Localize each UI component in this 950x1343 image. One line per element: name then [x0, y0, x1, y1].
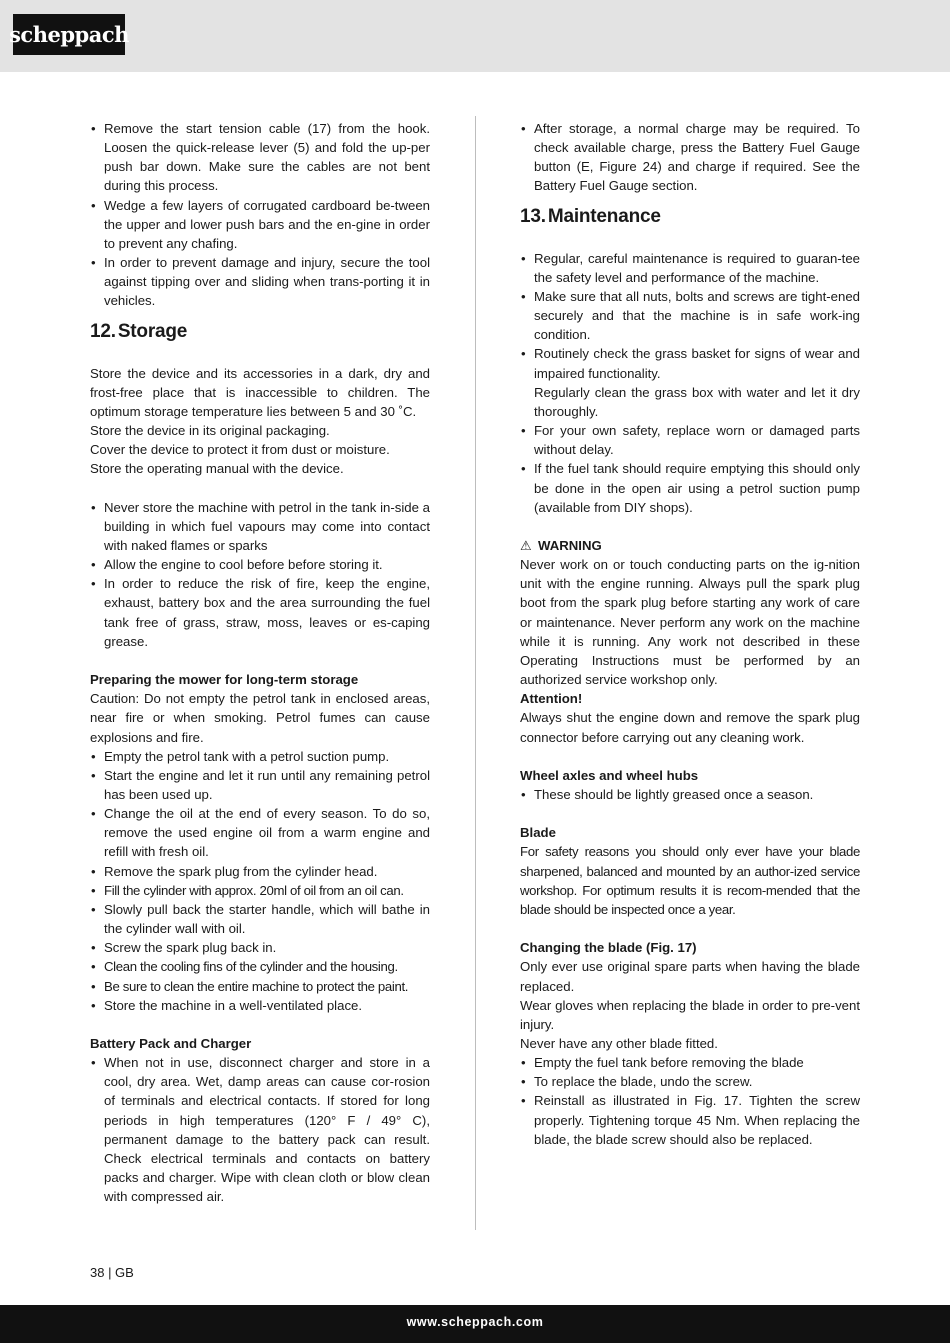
list-item: • Start the engine and let it run until any remaining petrol has been used up. — [90, 766, 430, 804]
list-item: • Allow the engine to cool before before storing it. — [90, 555, 430, 574]
list-item: • Screw the spark plug back in. — [90, 938, 430, 957]
warning-heading — [520, 536, 860, 555]
list-item: • Fill the cylinder with approx. 20ml of oil from an oil can. — [90, 881, 430, 900]
list-item: • Empty the fuel tank before removing the blade — [520, 1053, 860, 1072]
warning-triangle-icon: ⚠ — [520, 537, 532, 553]
list-item: • Make sure that all nuts, bolts and screws are tight-ened securely and that the machine is in safe work-ing condition. — [520, 287, 860, 344]
warning-text: Never work on or touch conducting parts on the ig-nition unit with the engine running. Always pull the spark plug boot from the spark plug before starting any work of care or maintenance. Never perform any work on the machine while it is running. Any work not described in these Operating Instructions must be performed by an authorized service workshop only. — [520, 557, 860, 688]
list-item: • Never store the machine with petrol in the tank in-side a building in which fuel vapours may come into contact with naked flames or sparks — [90, 498, 430, 555]
list-item: • Slowly pull back the starter handle, which will bathe in the cylinder wall with oil. — [90, 900, 430, 938]
list-item: • Store the machine in a well-ventilated place. — [90, 996, 430, 1015]
brand-logo — [9, 14, 129, 55]
subheading: Battery Pack and Charger — [90, 1035, 252, 1051]
paragraph: Never have any other blade fitted. — [520, 1035, 718, 1051]
paragraph: Store the operating manual with the device. — [90, 461, 344, 477]
paragraph: Wear gloves when replacing the blade in order to pre-vent injury. — [520, 997, 860, 1032]
list-item: • For your own safety, replace worn or damaged parts without delay. — [520, 421, 860, 459]
subheading: Wheel axles and wheel hubs — [520, 767, 699, 783]
list-item: • In order to prevent damage and injury, secure the tool against tipping over and sliding when trans-porting it in vehicles. — [90, 253, 430, 310]
left-column — [90, 119, 430, 1206]
list-item: • Reinstall as illustrated in Fig. 17. Tighten the screw properly. Tightening torque 45 Nm. When replacing the blade, the blade screw should also be replaced. — [520, 1091, 860, 1148]
list-item: • Change the oil at the end of every season. To do so, remove the used engine oil from a warm engine and refill with fresh oil. — [90, 804, 430, 861]
section-title: Maintenance — [547, 205, 661, 227]
section-number: 13. — [520, 205, 546, 227]
list-item: • To replace the blade, undo the screw. — [520, 1072, 860, 1091]
list-item: • Wedge a few layers of corrugated cardboard be-tween the upper and lower push bars and the en-gine in order to prevent any chafing. — [90, 196, 430, 253]
list-item: • Regular, careful maintenance is required to guaran-tee the safety level and performance of the machine. — [520, 249, 860, 287]
warning-title: WARNING — [538, 537, 602, 553]
page-number: 38 | GB — [90, 1265, 134, 1280]
paragraph: Caution: Do not empty the petrol tank in enclosed areas, near fire or when smoking. Petrol fumes can cause explosions and fire. — [90, 691, 430, 745]
paragraph: For safety reasons you should only ever have your blade sharpened, balanced and mounted by an author-ized service workshop. For optimum results it is recom-mended that the blade should be inspected once a year. — [520, 844, 860, 917]
footer-url: www.scheppach.com — [406, 1315, 544, 1329]
list-item: • If the fuel tank should require emptying this should only be done in the open air using a petrol suction pump (available from DIY shops). — [520, 459, 860, 516]
list-item: • Empty the petrol tank with a petrol suction pump. — [90, 747, 430, 766]
list-item-continuation: Regularly clean the grass box with water and let it dry thoroughly. — [534, 384, 860, 419]
subheading: Changing the blade (Fig. 17) — [520, 940, 697, 956]
list-item: • In order to reduce the risk of fire, keep the engine, exhaust, battery box and the area surrounding the fuel tank free of grass, straw, moss, leaves or es-caping grease. — [90, 574, 430, 651]
section-heading-maintenance — [520, 206, 860, 228]
subheading: Blade — [520, 825, 556, 841]
section-heading-storage — [90, 321, 430, 343]
subheading: Preparing the mower for long-term storage — [90, 672, 359, 688]
list-item: • Be sure to clean the entire machine to protect the paint. — [90, 977, 430, 996]
list-item: • Remove the start tension cable (17) from the hook. Loosen the quick-release lever (5) and fold the up-per push bar down. Make sure the cables are not bent during this process. — [90, 119, 430, 196]
brand-logo-text: scheppach — [9, 22, 129, 47]
paragraph: Cover the device to protect it from dust or moisture. — [90, 442, 390, 458]
paragraph: Only ever use original spare parts when having the blade replaced. — [520, 959, 860, 994]
paragraph: Store the device and its accessories in a dark, dry and frost-free place that is inaccessible to children. The optimum storage temperature lies between 5 and 30 ˚C. — [90, 365, 430, 419]
header-band — [0, 0, 950, 72]
list-item: • Clean the cooling fins of the cylinder and the housing. — [90, 957, 430, 976]
paragraph: Store the device in its original packaging. — [90, 423, 330, 439]
list-item: • When not in use, disconnect charger and store in a cool, dry area. Wet, damp areas can cause cor-rosion of terminals and electrical contacts. If stored for long periods in high temperatures (120° F / 49° C), permanent damage to the battery pack can result. Check electrical terminals and contacts on battery packs and charger. Wipe with clean cloth or blow clean with compressed air. — [90, 1053, 430, 1206]
list-item: • These should be lightly greased once a season. — [520, 785, 860, 804]
list-item: • After storage, a normal charge may be required. To check available charge, press the Battery Fuel Gauge button (E, Figure 24) and charge if required. See the Battery Fuel Gauge section. — [520, 119, 860, 196]
attention-heading: Attention! — [520, 691, 583, 707]
list-item: • Routinely check the grass basket for signs of wear and impaired functionality. — [520, 344, 860, 382]
paragraph: Always shut the engine down and remove the spark plug connector before carrying out any cleaning work. — [520, 710, 860, 745]
section-number: 12. — [90, 320, 116, 342]
column-divider — [475, 116, 476, 1230]
list-item: • Remove the spark plug from the cylinder head. — [90, 862, 430, 881]
right-column — [520, 119, 860, 1149]
section-title: Storage — [117, 320, 188, 342]
